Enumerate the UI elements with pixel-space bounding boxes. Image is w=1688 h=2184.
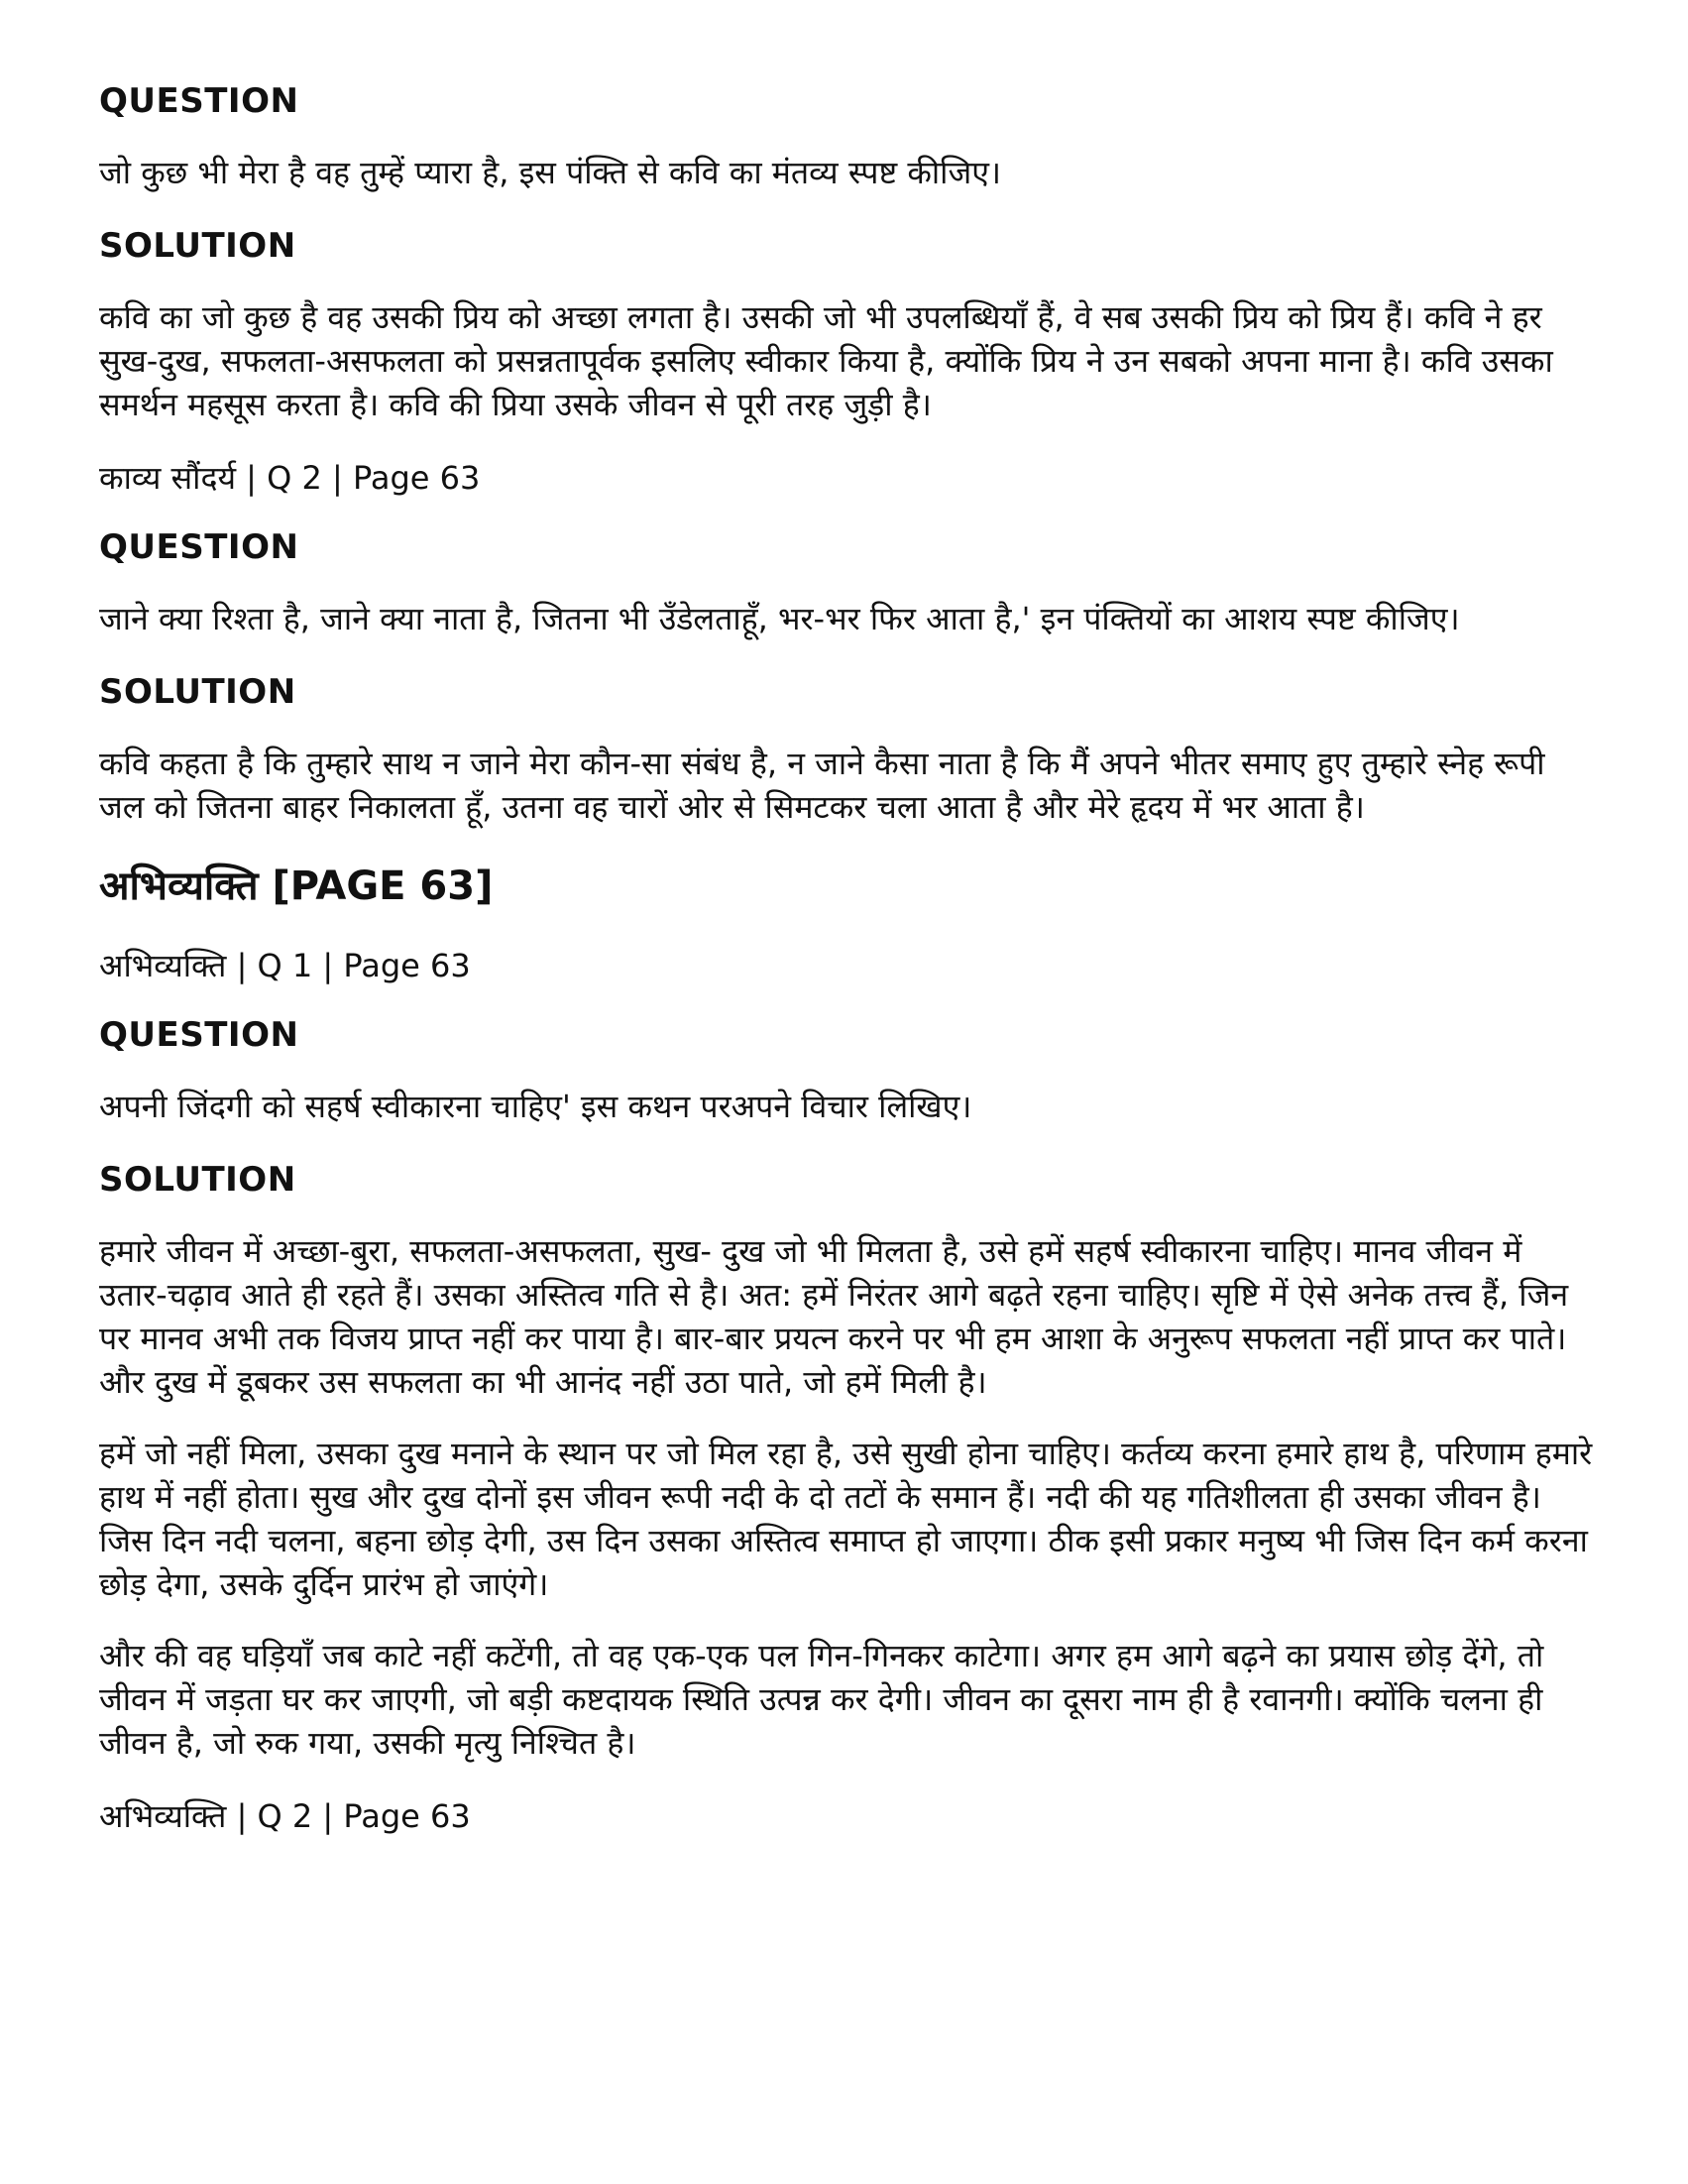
question-reference: अभिव्यक्ति | Q 2 | Page 63	[99, 1797, 471, 1835]
solution-paragraph: और की वह घड़ियाँ जब काटे नहीं कटेंगी, तो वह एक-एक पल गिन-गिनकर काटेगा। अगर हम आगे बढ़ने का प्रयास छोड़ देंगे, तो जीवन में जड़ता घर कर जाएगी, जो बड़ी कष्टदायक स्थिति उत्पन्न कर देगी। जीवन का दूसरा नाम ही है रवानगी। क्योंकि चलना ही जीवन है, जो रुक गया, उसकी मृत्यु निश्चित है।	[99, 1637, 1544, 1762]
document-page	[99, 77, 1596, 1862]
solution-paragraph: हमारे जीवन में अच्छा-बुरा, सफलता-असफलता, सुख- दुख जो भी मिलता है, उसे हमें सहर्ष स्वीकारना चाहिए। मानव जीवन में उतार-चढ़ाव आते ही रहते हैं। उसका अस्तित्व गति से है। अत: हमें निरंतर आगे बढ़ते रहना चाहिए। सृष्टि में ऐसे अनेक तत्त्व हैं, जिन पर मानव अभी तक विजय प्राप्त नहीं कर पाया है। बार-बार प्रयत्न करने पर भी हम आशा के अनुरूप सफलता नहीं प्राप्त कर पाते। और दुख में डूबकर उस सफलता का भी आनंद नहीं उठा पाते, जो हमें मिली है।	[99, 1232, 1569, 1401]
question-text: जो कुछ भी मेरा है वह तुम्हें प्यारा है, इस पंक्ति से कवि का मंतव्य स्पष्ट कीजिए।	[99, 154, 1002, 191]
solution-paragraph: हमें जो नहीं मिला, उसका दुख मनाने के स्थान पर जो मिल रहा है, उसे सुखी होना चाहिए। कर्तव्य करना हमारे हाथ है, परिणाम हमारे हाथ में नहीं होता। सुख और दुख दोनों इस जीवन रूपी नदी के दो तटों के समान हैं। नदी की यह गतिशीलता ही उसका जीवन है। जिस दिन नदी चलना, बहना छोड़ देगी, उस दिन उसका अस्तित्व समाप्त हो जाएगा। ठीक इसी प्रकार मनुष्य भी जिस दिन कर्म करना छोड़ देगा, उसके दुर्दिन प्रारंभ हो जाएंगे।	[99, 1435, 1593, 1603]
question-text: जाने क्या रिश्ता है, जाने क्या नाता है, जितना भी उँडेलताहूँ, भर-भर फिर आता है,' इन पंक्तियों का आशय स्पष्ट कीजिए।	[99, 600, 1460, 637]
solution-label: SOLUTION	[99, 1160, 296, 1200]
question-label: QUESTION	[99, 527, 299, 567]
solution-label: SOLUTION	[99, 226, 296, 266]
question-text: अपनी जिंदगी को सहर्ष स्वीकारना चाहिए' इस कथन परअपने विचार लिखिए।	[99, 1088, 972, 1125]
question-label: QUESTION	[99, 1015, 299, 1055]
question-label: QUESTION	[99, 81, 299, 121]
question-reference: अभिव्यक्ति | Q 1 | Page 63	[99, 947, 471, 984]
section-heading: अभिव्यक्ति [PAGE 63]	[99, 863, 494, 909]
solution-text: कवि का जो कुछ है वह उसकी प्रिय को अच्छा लगता है। उसकी जो भी उपलब्धियाँ हैं, वे सब उसकी प्रिय को प्रिय हैं। कवि ने हर सुख-दुख, सफलता-असफलता को प्रसन्नतापूर्वक इसलिए स्वीकार किया है, क्योंकि प्रिय ने उन सबको अपना माना है। कवि उसका समर्थन महसूस करता है। कवि की प्रिया उसके जीवन से पूरी तरह जुड़ी है।	[99, 298, 1553, 423]
solution-text: कवि कहता है कि तुम्हारे साथ न जाने मेरा कौन-सा संबंध है, न जाने कैसा नाता है कि मैं अपने भीतर समाए हुए तुम्हारे स्नेह रूपी जल को जितना बाहर निकालता हूँ, उतना वह चारों ओर से सिमटकर चला आता है और मेरे हृदय में भर आता है।	[99, 745, 1545, 826]
question-reference: काव्य सौंदर्य | Q 2 | Page 63	[99, 459, 481, 497]
solution-label: SOLUTION	[99, 672, 296, 712]
